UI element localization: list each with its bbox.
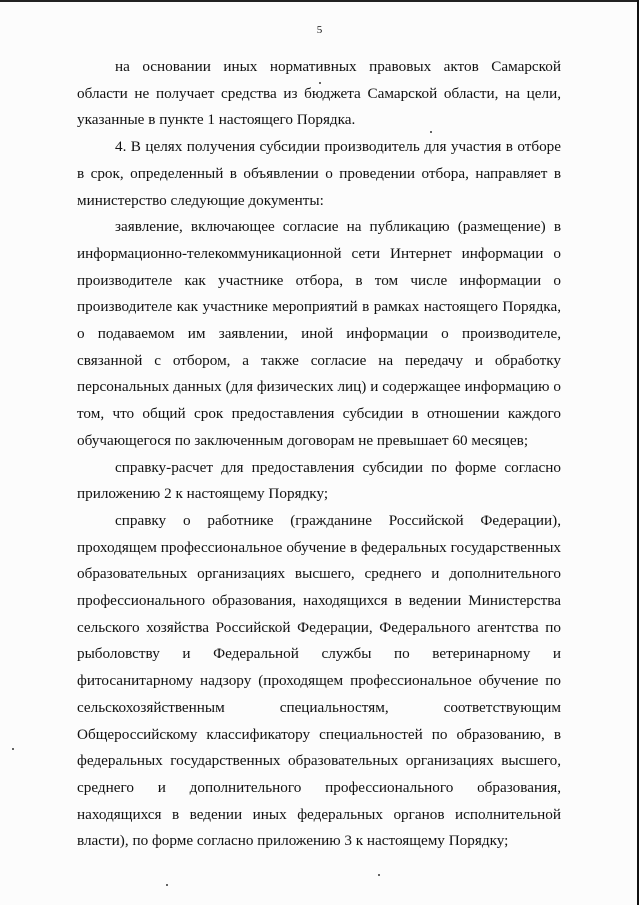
document-body <box>77 54 561 855</box>
scan-speck <box>319 82 321 84</box>
paragraph-item-4: 4. В целях получения субсидии производитель для участия в отборе в срок, определенный в объявлении о проведении отбора, направляет в министерство следующие документы: <box>77 138 561 209</box>
paragraph-continuation: на основании иных нормативных правовых актов Самарской области не получает средства из бюджета Самарской области, на цели, указанные в пункте 1 настоящего Порядка. <box>77 58 561 129</box>
paragraph-application: заявление, включающее согласие на публикацию (размещение) в информационно-телекоммуникационной сети Интернет информации о производителе как участнике отбора, в том числе информации о производителе как участнике мероприятий в рамках настоящего Порядка, о подаваемом им заявлении, иной информации о производителе, связанной с отбором, а также согласие на передачу и обработку персональных данных (для физических лиц) и содержащее информацию о том, что общий срок предоставления субсидии в отношении каждого обучающегося по заключенным договорам не превышает 60 месяцев; <box>77 218 561 449</box>
page-number: 5 <box>316 24 323 36</box>
scan-speck <box>12 748 14 750</box>
paragraph-calculation-certificate: справку-расчет для предоставления субсидии по форме согласно приложению 2 к настоящему Порядку; <box>77 458 561 503</box>
scan-speck <box>430 131 432 133</box>
scan-edge-top <box>0 0 639 2</box>
scan-speck <box>378 874 380 876</box>
paragraph-employee-certificate: справку о работнике (гражданине Российской Федерации), проходящем профессиональное обучение в федеральных государственных образовательных организациях высшего, среднего и дополнительного профессионального образования, находящихся в ведении Министерства сельского хозяйства Российской Федерации, Федерального агентства по рыболовству и Федеральной службы по ветеринарному и фитосанитарному надзору (проходящем профессиональное обучение по сельскохозяйственным специальностям, соответствующим Общероссийскому классификатору специальностей по образованию, в федеральных государственных образовательных организациях высшего, среднего и дополнительного профессионального образования, находящихся в ведении иных федеральных органов исполнительной власти), по форме согласно приложению 3 к настоящему Порядку; <box>77 511 561 850</box>
scan-speck <box>166 884 168 886</box>
